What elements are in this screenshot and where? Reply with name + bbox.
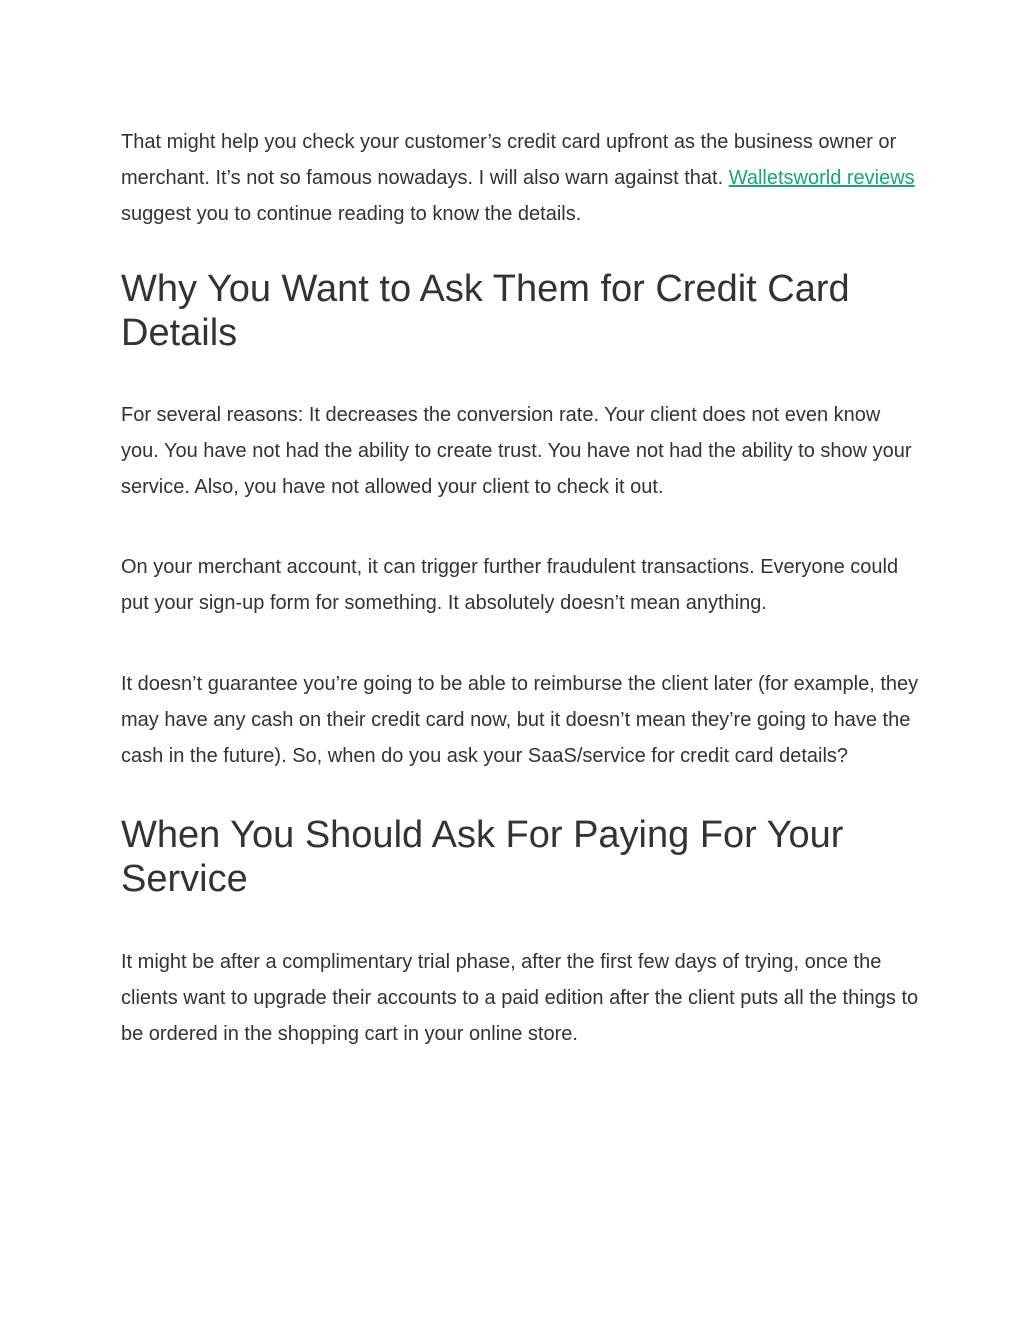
section-heading-why: Why You Want to Ask Them for Credit Card Details [121,268,850,354]
paragraph-trial-phase: It might be after a complimentary trial phase, after the first few days of trying, once the clients want to upgrade their accounts to a paid edition after the client puts all the things to be ordered in the shopping cart in your online store. [121,951,919,1045]
intro-text-before-link: That might help you check your customer’s credit card upfront as the business owner or merchant. It’s not so famous nowadays. I will also warn against that. [121,131,897,189]
paragraph-reasons: For several reasons: It decreases the conversion rate. Your client does not even know you. You have not had the ability to create trust. You have not had the ability to show your service. Also, you have not allowed your client to check it out. [121,404,912,498]
paragraph-guarantee: It doesn’t guarantee you’re going to be able to reimburse the client later (for example, they may have any cash on their credit card now, but it doesn’t mean they’re going to have the cash in the future). So, when do you ask your SaaS/service for credit card details? [121,673,919,767]
intro-paragraph [121,124,921,232]
walletsworld-reviews-link[interactable]: Walletsworld reviews [728,167,915,189]
section-heading-when: When You Should Ask For Paying For Your Service [121,814,844,900]
paragraph-merchant-account: On your merchant account, it can trigger further fraudulent transactions. Everyone could put your sign-up form for something. It absolutely doesn’t mean anything. [121,556,899,614]
document-page [121,124,921,1052]
intro-text-after-link: suggest you to continue reading to know the details. [121,203,582,225]
